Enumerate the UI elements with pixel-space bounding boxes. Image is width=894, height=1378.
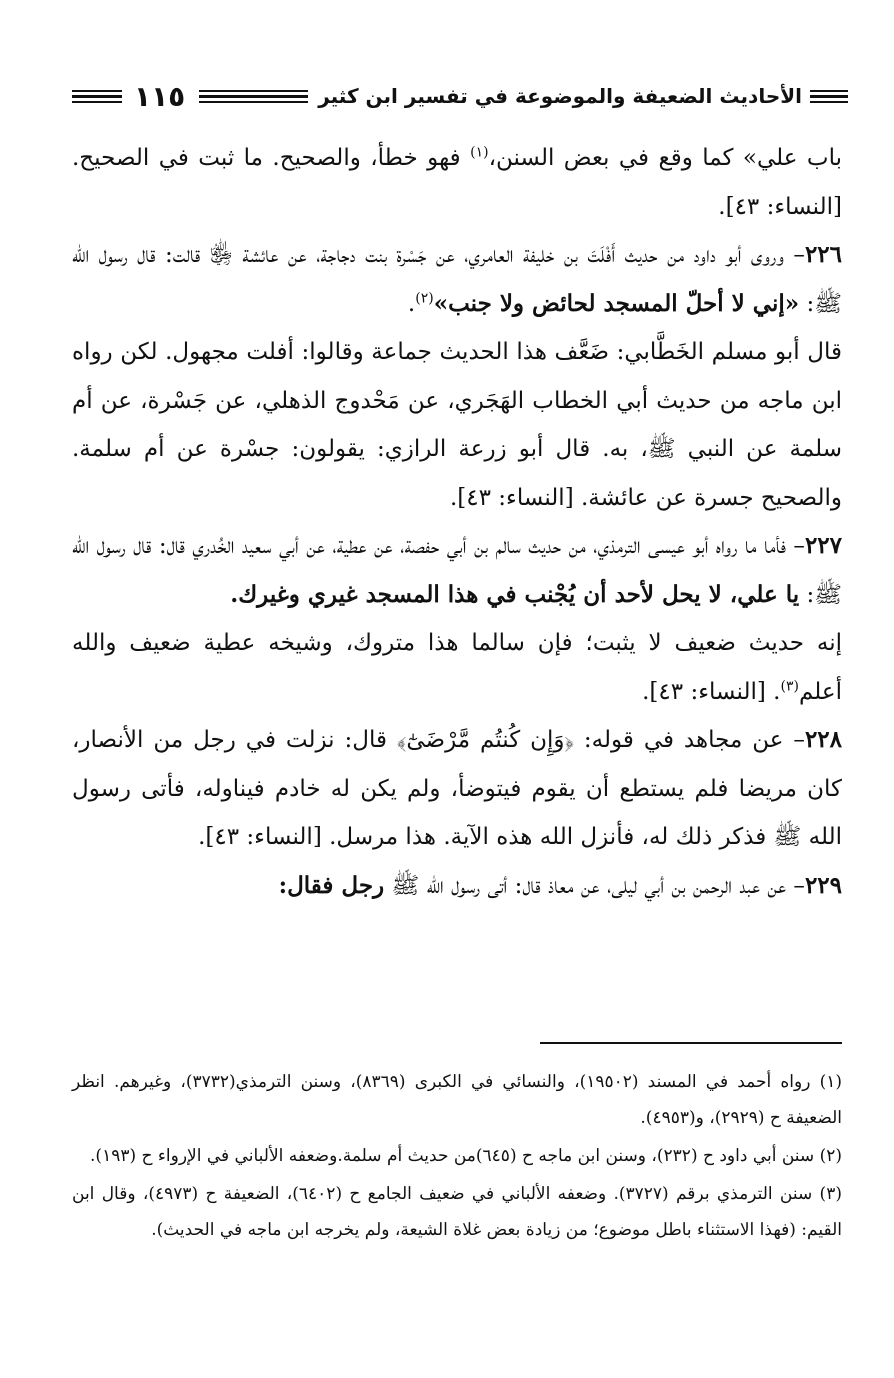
hadith-quote: يا علي، لا يحل لأحد أن يُجْنب في هذا المسجد غيري وغيرك. (230, 580, 800, 608)
header-rule-middle (199, 90, 308, 103)
header-rule-left (72, 90, 122, 103)
hadith-number: ٢٢٦ (804, 241, 842, 268)
footnote-ref-3: (٣) (780, 677, 799, 694)
paragraph-continuation: باب علي» كما وقع في بعض السنن،$^{(١)}$ فهو خطأ، والصحيح. ما ثبت في الصحيح. [النساء: ٤٣]. (72, 144, 842, 220)
hadith-quote: «إني لا أحلّ المسجد لحائض ولا جنب» (433, 289, 800, 317)
commentary-227: إنه حديث ضعيف لا يثبت؛ فإن سالما هذا متروك، وشيخه عطية ضعيف والله أعلم$^{(٣)}$. [النساء: ٤٣]. (72, 630, 842, 705)
hadith-227: ٢٢٧– فأما ما رواه أبو عيسى الترمذي، من حديث سالم بن أبي حفصة، عن عطية، عن أبي سعيد الخُدري قال: قال رسول الله ﷺ: يا علي، لا يحل لأحد أن يُجْنب في هذا المسجد غيري وغيرك. (72, 532, 842, 608)
hadith-226: ٢٢٦– وروى أبو داود من حديث أَفْلَتَ بن خليفة العامري، عن جَسْرة بنت دجاجة، عن عائشة ﵂ قالت: قال رسول الله ﷺ: «إني لا أحلّ المسجد لحائض ولا جنب»$^{(٢)}$. (72, 241, 842, 317)
main-text (72, 134, 842, 910)
footnote-2: (٢) سنن أبي داود ح (٢٣٢)، وسنن ابن ماجه ح (٦٤٥)من حديث أم سلمة.وضعفه الألباني في الإرواء ح (١٩٣). (90, 1146, 842, 1166)
footnotes (72, 1064, 842, 1250)
footnote-1: (١) رواه أحمد في المسند (١٩٥٠٢)، والنسائي في الكبرى (٨٣٦٩)، وسنن الترمذي(٣٧٣٢)، وغيرهم. انظر الضعيفة ح (٢٩٢٩)، و(٤٩٥٣). (72, 1072, 842, 1128)
hadith-228: ٢٢٨– عن مجاهد في قوله: ﴿وَإِن كُنتُم مَّرْضَىٰٓ﴾ قال: نزلت في رجل من الأنصار، كان مريضا فلم يستطع أن يقوم فيتوضأ، ولم يكن له خادم فيناوله، فأتى رسول الله ﷺ فذكر ذلك له، فأنزل الله هذه الآية. هذا مرسل. [النساء: ٤٣]. (72, 726, 842, 850)
header-rule-right (810, 90, 848, 103)
footnote-ref-2: (٢) (415, 289, 434, 306)
page-number: ١١٥ (134, 79, 186, 113)
hadith-number: ٢٢٩ (804, 871, 842, 899)
footnote-3: (٣) سنن الترمذي برقم (٣٧٢٧). وضعفه الألباني في ضعيف الجامع ح (٦٤٠٢)، الضعيفة ح (٤٩٧٣)، وقال ابن القيم: (فهذا الاستثناء باطل موضوع؛ من زيادة بعض غلاة الشيعة، ولم يخرجه ابن ماجه في الحديث). (72, 1184, 842, 1240)
commentary-226: قال أبو مسلم الخَطَّابي: ضَعَّف هذا الحديث جماعة وقالوا: أفلت مجهول. لكن رواه ابن ماجه من حديث أبي الخطاب الهَجَري، عن مَحْدوج الذهلي، عن جَسْرة، عن أم سلمة عن النبي ﷺ، به. قال أبو زرعة الرازي: يقولون: جسْرة عن أم سلمة. والصحيح جسرة عن عائشة. [النساء: ٤٣]. (72, 339, 842, 511)
hadith-number: ٢٢٨ (804, 726, 842, 753)
running-header (72, 78, 848, 114)
hadith-number: ٢٢٧ (804, 532, 842, 559)
header-title: الأحاديث الضعيفة والموضوعة في تفسير ابن كثير (318, 84, 802, 108)
footnote-separator (540, 1042, 842, 1044)
hadith-229: ٢٢٩– عن عبد الرحمن بن أبي ليلى، عن معاذ قال: أتى رسول الله ﷺ رجل فقال: (278, 871, 842, 899)
footnote-ref-1: (١) (470, 144, 489, 161)
